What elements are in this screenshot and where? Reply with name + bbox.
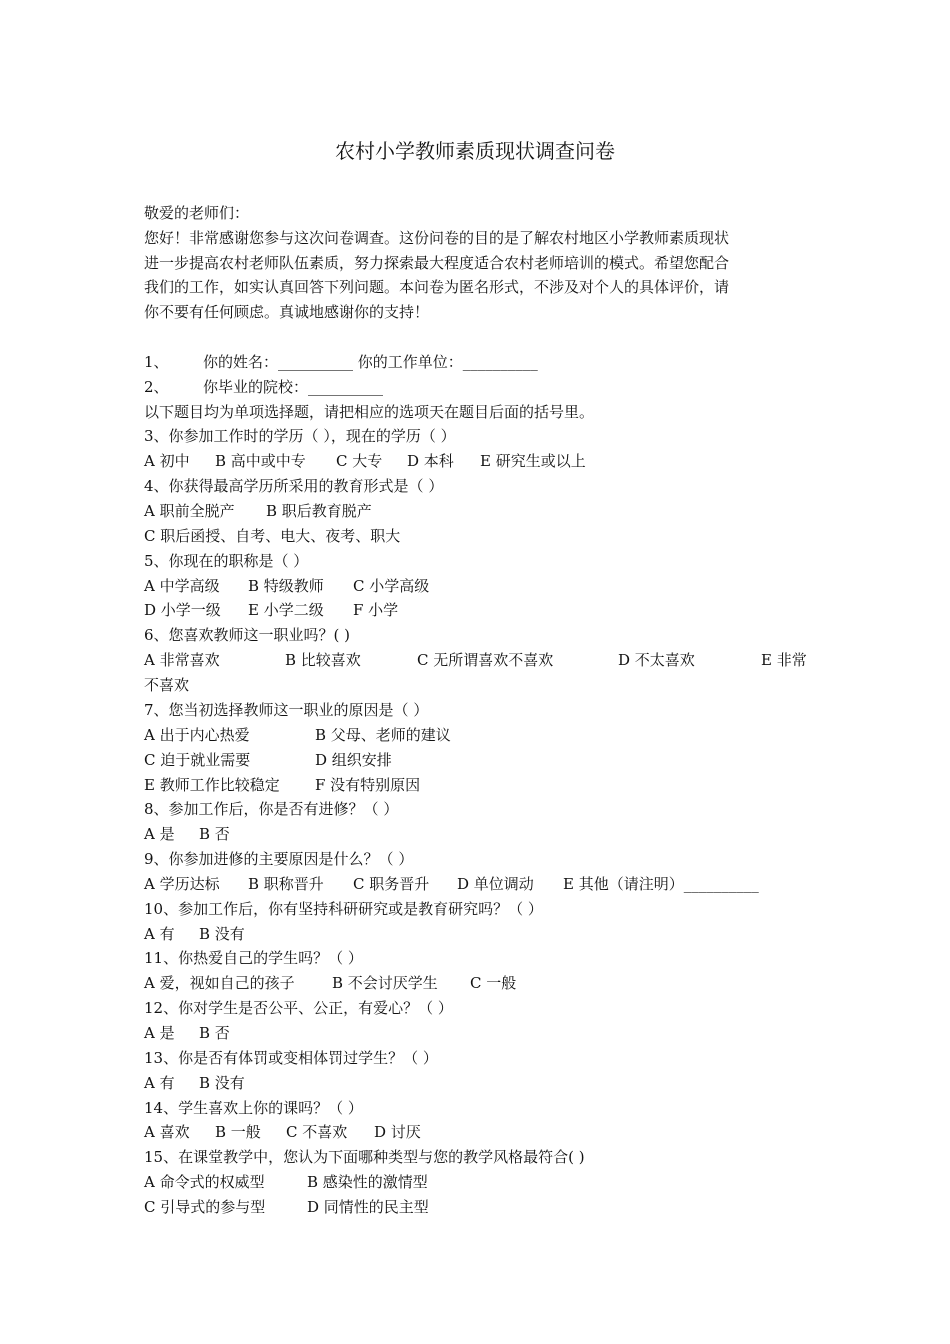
graduated-school-line: [144, 375, 383, 400]
option: E 教师工作比较稳定: [144, 776, 280, 794]
option: A 学历达标: [144, 875, 220, 893]
question-number: 1、: [144, 353, 169, 371]
option: C 小学高级: [353, 577, 430, 595]
option: A 职前全脱产: [144, 502, 235, 520]
option: B 不会讨厌学生: [332, 974, 438, 992]
option: E 研究生或以上: [480, 452, 586, 470]
option: B 一般: [215, 1123, 261, 1141]
option: C 不喜欢: [286, 1123, 348, 1141]
option: F 小学: [353, 601, 399, 619]
option: A 爱，视如自己的孩子: [144, 974, 295, 992]
question-3: 3、你参加工作时的学历（ ），现在的学历（ ）: [144, 427, 456, 445]
question-11: 11、你热爱自己的学生吗？（ ）: [144, 949, 363, 967]
option: A 有: [144, 925, 175, 943]
intro-line: 进一步提高农村老师队伍素质，努力探索最大程度适合农村老师培训的模式。希望您配合: [144, 254, 730, 272]
option: C 迫于就业需要: [144, 751, 251, 769]
question-15: 15、在课堂教学中，您认为下面哪种类型与您的教学风格最符合( ): [144, 1148, 585, 1166]
name-and-unit-prompt: 你的姓名：__________ 你的工作单位：__________: [203, 353, 538, 371]
option: B 职后教育脱产: [266, 502, 372, 520]
option: E 其他（请注明）__________: [563, 875, 759, 893]
option: A 非常喜欢: [144, 651, 220, 669]
option: D 本科: [407, 452, 454, 470]
option: A 喜欢: [144, 1123, 190, 1141]
question-14: 14、学生喜欢上你的课吗？（ ）: [144, 1099, 363, 1117]
question-6: 6、您喜欢教师这一职业吗？( ): [144, 626, 351, 644]
question-7: 7、您当初选择教师这一职业的原因是（ ）: [144, 701, 429, 719]
option-continuation: 不喜欢: [144, 676, 190, 694]
option: D 单位调动: [457, 875, 534, 893]
option: C 引导式的参与型: [144, 1198, 266, 1216]
option: F 没有特别原因: [315, 776, 421, 794]
question-9: 9、你参加进修的主要原因是什么？（ ）: [144, 850, 414, 868]
option: D 小学一级: [144, 601, 221, 619]
intro-line: 你不要有任何顾虑。真诚地感谢你的支持！: [144, 303, 430, 321]
graduated-school-prompt: 你毕业的院校：__________: [203, 378, 384, 396]
option: D 同情性的民主型: [307, 1198, 429, 1216]
salutation: 敬爱的老师们：: [144, 204, 250, 222]
document-title: 农村小学教师素质现状调查问卷: [335, 139, 615, 163]
option: A 初中: [144, 452, 190, 470]
question-13: 13、你是否有体罚或变相体罚过学生？（ ）: [144, 1049, 438, 1067]
question-12: 12、你对学生是否公平、公正，有爱心？（ ）: [144, 999, 453, 1017]
option: B 比较喜欢: [285, 651, 361, 669]
option: B 没有: [199, 1074, 245, 1092]
option: E 小学二级: [248, 601, 324, 619]
intro-line: 我们的工作，如实认真回答下列问题。本问卷为匿名形式，不涉及对个人的具体评价，请: [144, 278, 730, 296]
instruction: 以下题目均为单项选择题，请把相应的选项天在题目后面的括号里。: [144, 403, 595, 421]
option: A 中学高级: [144, 577, 220, 595]
option: A 有: [144, 1074, 175, 1092]
option: B 没有: [199, 925, 245, 943]
intro-line: 您好！非常感谢您参与这次问卷调查。这份问卷的目的是了解农村地区小学教师素质现状: [144, 229, 730, 247]
option: A 命令式的权威型: [144, 1173, 265, 1191]
option: D 讨厌: [374, 1123, 421, 1141]
option: B 感染性的激情型: [307, 1173, 428, 1191]
question-10: 10、参加工作后，你有坚持科研研究或是教育研究吗？（ ）: [144, 900, 543, 918]
option: B 否: [199, 1024, 230, 1042]
question-5: 5、你现在的职称是（ ）: [144, 552, 309, 570]
question-4: 4、你获得最高学历所采用的教育形式是（ ）: [144, 477, 444, 495]
question-number: 2、: [144, 378, 169, 396]
name-and-unit-line: [144, 350, 538, 375]
option: C 一般: [470, 974, 517, 992]
option: D 不太喜欢: [618, 651, 695, 669]
option: B 特级教师: [248, 577, 324, 595]
option: B 高中或中专: [215, 452, 306, 470]
option: C 职务晋升: [353, 875, 430, 893]
option: C 大专: [336, 452, 383, 470]
option: A 是: [144, 1024, 175, 1042]
option: A 出于内心热爱: [144, 726, 250, 744]
option: B 父母、老师的建议: [315, 726, 451, 744]
question-8: 8、参加工作后，你是否有进修？（ ）: [144, 800, 399, 818]
option: C 无所谓喜欢不喜欢: [417, 651, 554, 669]
option: A 是: [144, 825, 175, 843]
option: B 职称晋升: [248, 875, 324, 893]
option: C 职后函授、自考、电大、夜考、职大: [144, 527, 401, 545]
option: D 组织安排: [315, 751, 392, 769]
option: E 非常: [761, 651, 807, 669]
option: B 否: [199, 825, 230, 843]
